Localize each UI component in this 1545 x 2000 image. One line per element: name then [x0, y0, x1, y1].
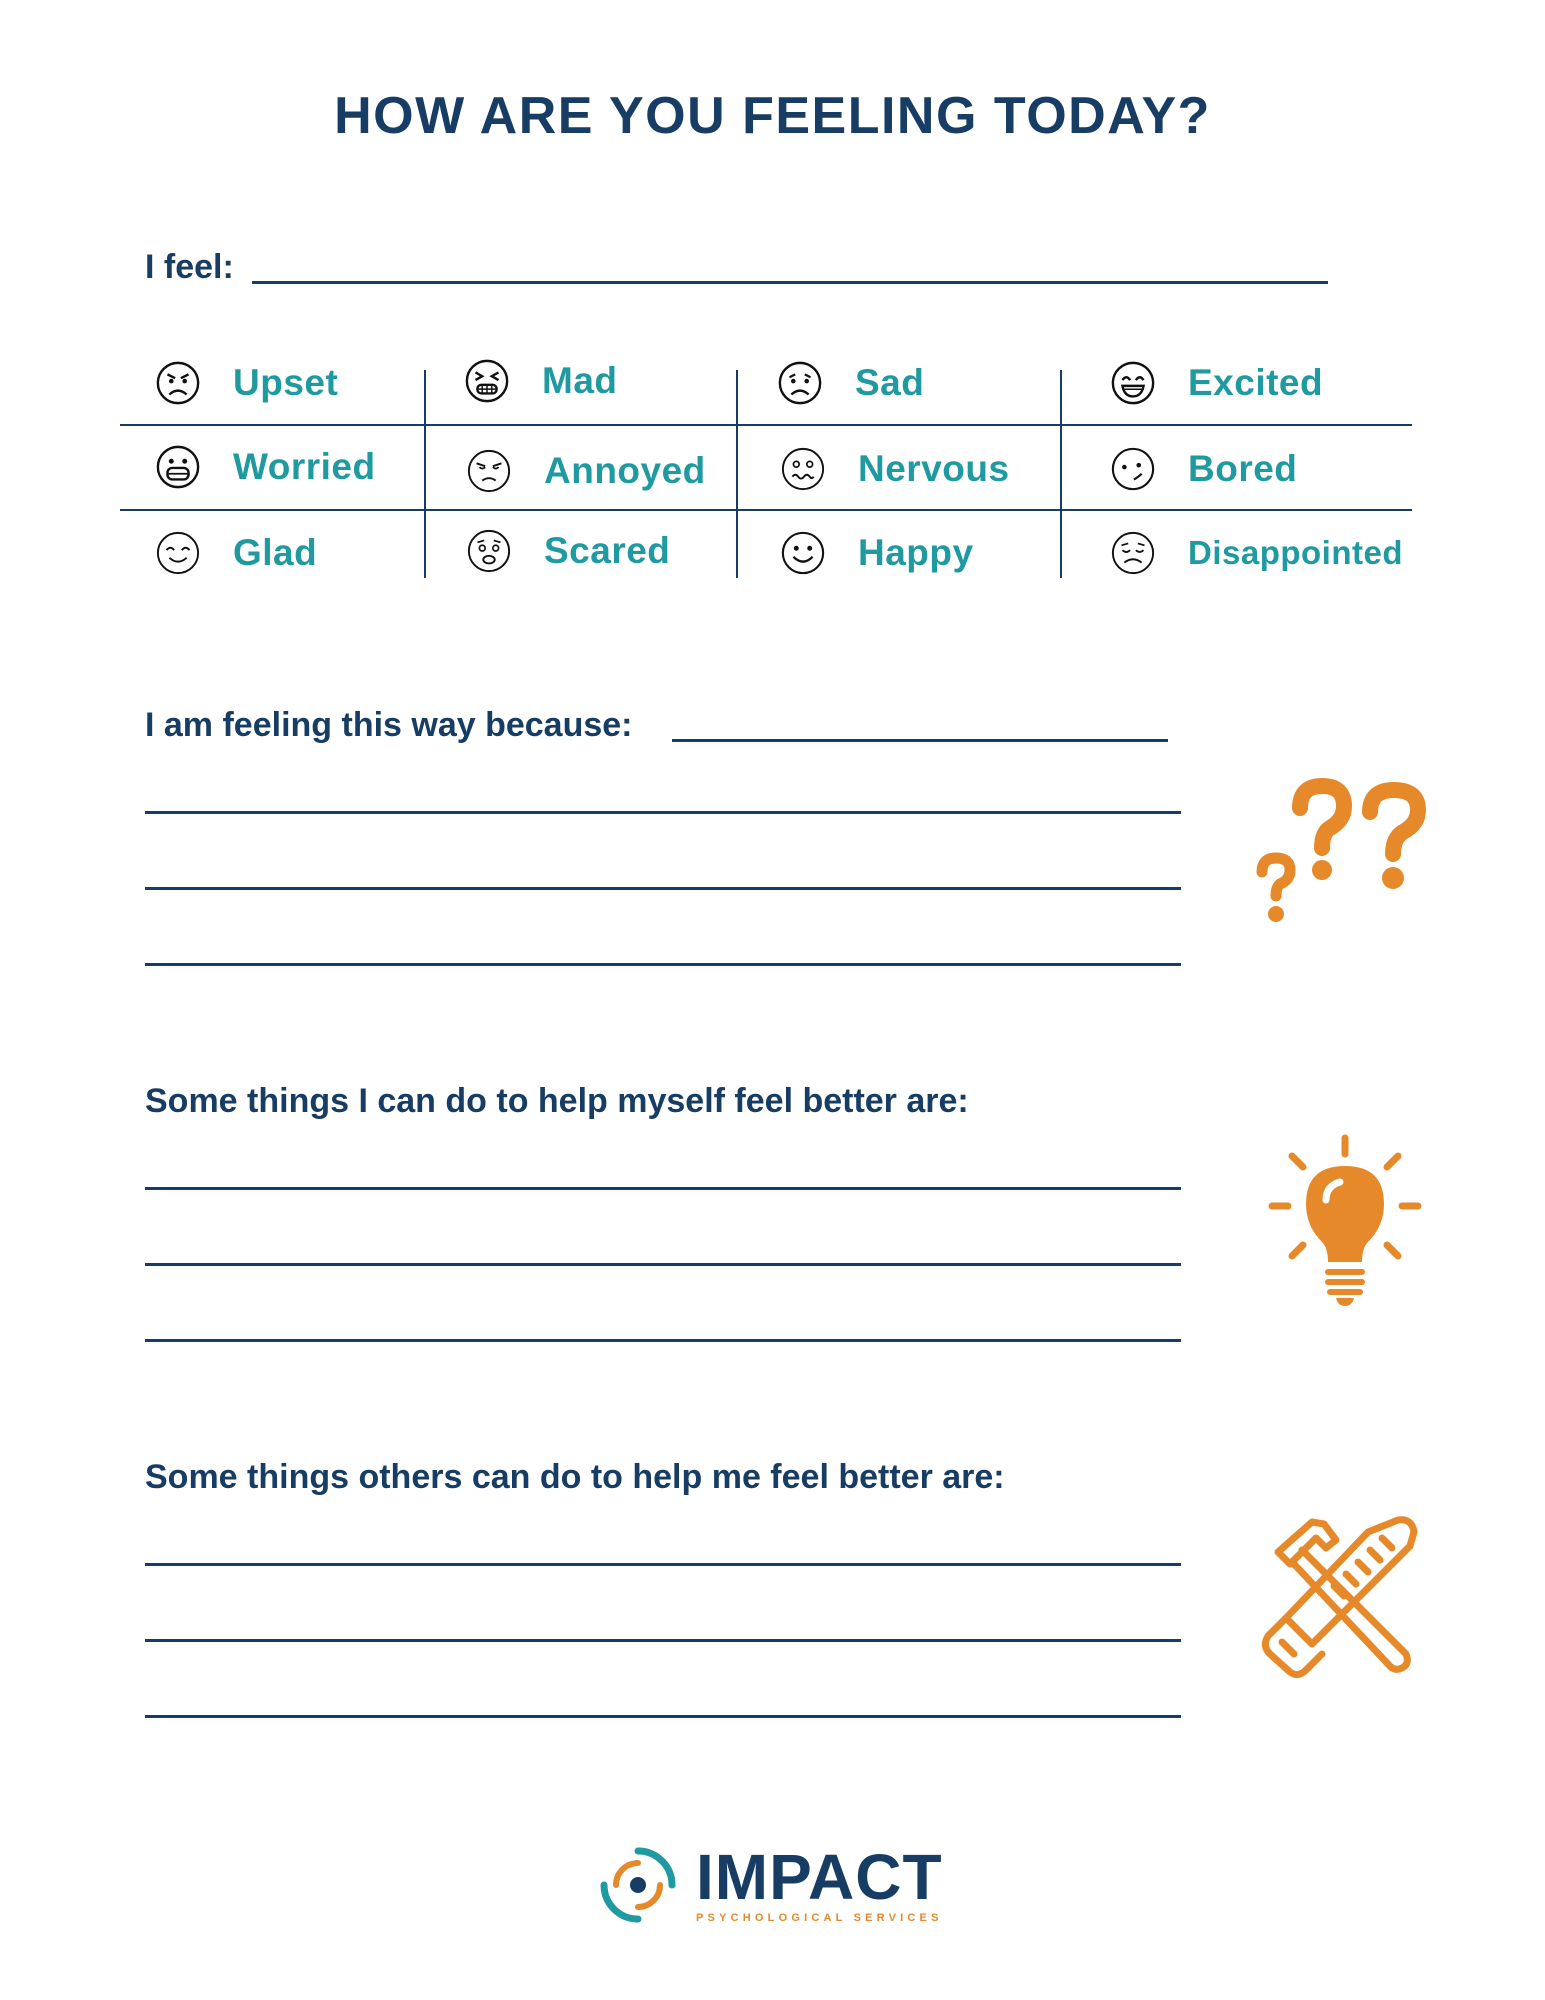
answer-line[interactable]: [145, 1715, 1181, 1718]
lightbulb-icon: [1268, 1134, 1422, 1310]
impact-logo: [598, 1841, 943, 1925]
emotion-label: Scared: [544, 530, 671, 571]
excited-face-icon: [1110, 360, 1156, 406]
section-prompt-others-help: Some things others can do to help me feel better are:: [145, 1458, 1005, 1496]
annoyed-face-icon: [466, 448, 512, 494]
answer-line[interactable]: [145, 963, 1181, 966]
section-prompt-because: I am feeling this way because:: [145, 706, 633, 744]
emotion-excited: [1110, 360, 1323, 406]
grid-col-divider: [424, 370, 426, 578]
emotion-label: Mad: [542, 360, 618, 401]
mad-face-icon: [464, 358, 510, 404]
emotion-label: Nervous: [858, 448, 1010, 489]
upset-face-icon: [155, 360, 201, 406]
emotion-disappointed: [1110, 530, 1403, 576]
grid-row-divider: [120, 509, 1412, 511]
glad-face-icon: [155, 530, 201, 576]
answer-line[interactable]: [145, 1639, 1181, 1642]
emotion-glad: [155, 530, 317, 576]
answer-line[interactable]: [145, 1263, 1181, 1266]
bored-face-icon: [1110, 446, 1156, 492]
emotion-label: Glad: [233, 532, 318, 573]
emotion-label: Disappointed: [1188, 534, 1404, 571]
emotion-scared: [466, 528, 670, 574]
scared-face-icon: [466, 528, 512, 574]
emotion-label: Sad: [855, 362, 925, 403]
emotion-label: Bored: [1188, 448, 1298, 489]
page-title: HOW ARE YOU FEELING TODAY?: [334, 87, 1211, 145]
feel-answer-line[interactable]: [252, 281, 1328, 284]
worried-face-icon: [155, 444, 201, 490]
logo-name: IMPACT: [696, 1841, 943, 1913]
answer-line[interactable]: [145, 811, 1181, 814]
emotion-upset: [155, 360, 338, 406]
answer-line[interactable]: [145, 1187, 1181, 1190]
nervous-face-icon: [780, 446, 826, 492]
logo-subtitle: PSYCHOLOGICAL SERVICES: [696, 1912, 943, 1924]
emotion-nervous: [780, 446, 1010, 492]
emotion-label: Happy: [858, 532, 974, 573]
feel-prompt: I feel:: [145, 248, 234, 286]
grid-row-divider: [120, 424, 1412, 426]
emotion-happy: [780, 530, 974, 576]
emotion-label: Annoyed: [544, 450, 706, 491]
disappointed-face-icon: [1110, 530, 1156, 576]
sad-face-icon: [777, 360, 823, 406]
answer-line[interactable]: [145, 1339, 1181, 1342]
emotion-worried: [155, 444, 376, 490]
emotion-mad: [464, 358, 618, 404]
grid-col-divider: [1060, 370, 1062, 578]
answer-line[interactable]: [145, 1563, 1181, 1566]
answer-line[interactable]: [145, 887, 1181, 890]
emotion-sad: [777, 360, 924, 406]
emotion-annoyed: [466, 448, 706, 494]
emotion-label: Worried: [233, 446, 376, 487]
answer-line[interactable]: [672, 739, 1168, 742]
emotion-label: Excited: [1188, 362, 1324, 403]
happy-face-icon: [780, 530, 826, 576]
emotion-bored: [1110, 446, 1297, 492]
section-prompt-help-myself: Some things I can do to help myself feel better are:: [145, 1082, 969, 1120]
emotion-label: Upset: [233, 362, 339, 403]
grid-col-divider: [736, 370, 738, 578]
question-marks-icon: [1248, 772, 1434, 932]
tools-icon: [1256, 1512, 1426, 1682]
impact-logo-icon: [598, 1845, 678, 1925]
